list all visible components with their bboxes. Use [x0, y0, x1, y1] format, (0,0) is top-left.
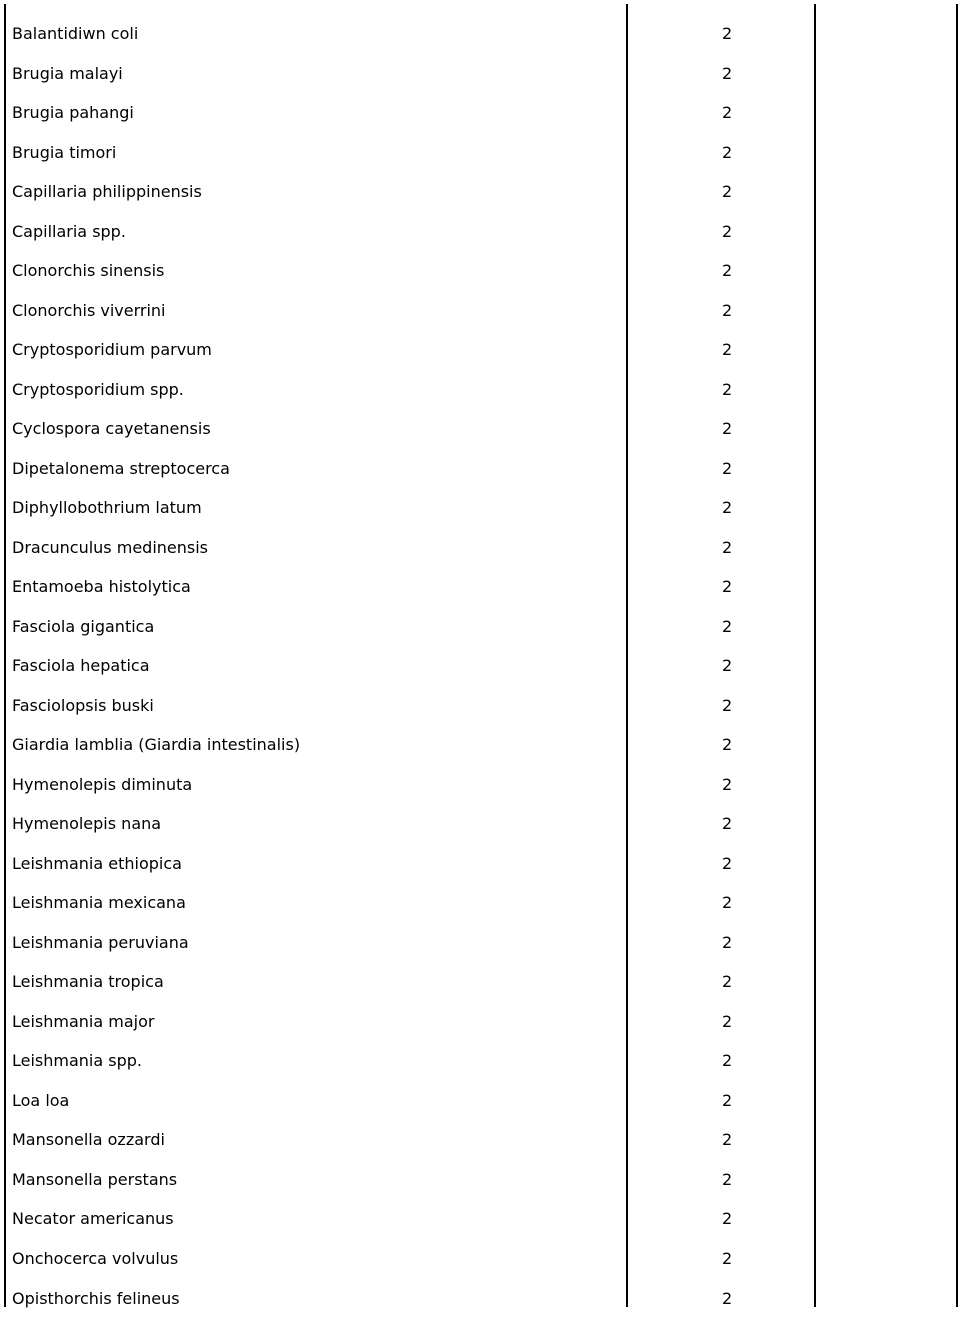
- organism-name: Mansonella ozzardi: [12, 1120, 165, 1160]
- table-row: [0, 528, 960, 568]
- group-value: 2: [722, 133, 732, 173]
- group-value: 2: [722, 725, 732, 765]
- table-row: [0, 449, 960, 489]
- organism-name: Cryptosporidium parvum: [12, 330, 212, 370]
- table-row: [0, 883, 960, 923]
- table-row: [0, 409, 960, 449]
- group-value: 2: [722, 804, 732, 844]
- group-value: 2: [722, 172, 732, 212]
- organism-table: [0, 14, 960, 1318]
- table-row: [0, 251, 960, 291]
- organism-name: Leishmania major: [12, 1002, 154, 1042]
- group-value: 2: [722, 607, 732, 647]
- organism-name: Leishmania peruviana: [12, 923, 189, 963]
- group-value: 2: [722, 883, 732, 923]
- group-value: 2: [722, 93, 732, 133]
- group-value: 2: [722, 686, 732, 726]
- group-value: 2: [722, 212, 732, 252]
- group-value: 2: [722, 409, 732, 449]
- organism-name: Loa loa: [12, 1081, 69, 1121]
- table-row: [0, 488, 960, 528]
- table-row: [0, 804, 960, 844]
- group-value: 2: [722, 1160, 732, 1200]
- group-value: 2: [722, 765, 732, 805]
- group-value: 2: [722, 1081, 732, 1121]
- group-value: 2: [722, 528, 732, 568]
- group-value: 2: [722, 1279, 732, 1318]
- organism-name: Dracunculus medinensis: [12, 528, 208, 568]
- group-value: 2: [722, 1002, 732, 1042]
- table-row: [0, 607, 960, 647]
- group-value: 2: [722, 251, 732, 291]
- group-value: 2: [722, 54, 732, 94]
- table-row: [0, 1120, 960, 1160]
- group-value: 2: [722, 646, 732, 686]
- group-value: 2: [722, 330, 732, 370]
- group-value: 2: [722, 14, 732, 54]
- organism-name: Brugia pahangi: [12, 93, 134, 133]
- group-value: 2: [722, 923, 732, 963]
- organism-name: Clonorchis viverrini: [12, 291, 166, 331]
- organism-name: Balantidiwn coli: [12, 14, 138, 54]
- organism-name: Capillaria philippinensis: [12, 172, 202, 212]
- table-row: [0, 646, 960, 686]
- table-row: [0, 1002, 960, 1042]
- organism-name: Hymenolepis nana: [12, 804, 161, 844]
- organism-name: Leishmania tropica: [12, 962, 164, 1002]
- organism-name: Brugia timori: [12, 133, 116, 173]
- table-row: [0, 844, 960, 884]
- table-row: [0, 330, 960, 370]
- organism-name: Hymenolepis diminuta: [12, 765, 192, 805]
- table-row: [0, 962, 960, 1002]
- organism-name: Leishmania ethiopica: [12, 844, 182, 884]
- table-row: [0, 765, 960, 805]
- organism-name: Cyclospora cayetanensis: [12, 409, 211, 449]
- group-value: 2: [722, 567, 732, 607]
- table-row: [0, 212, 960, 252]
- organism-name: Entamoeba histolytica: [12, 567, 191, 607]
- organism-name: Cryptosporidium spp.: [12, 370, 184, 410]
- organism-name: Clonorchis sinensis: [12, 251, 164, 291]
- group-value: 2: [722, 1199, 732, 1239]
- organism-name: Necator americanus: [12, 1199, 174, 1239]
- table-row: [0, 14, 960, 54]
- organism-name: Fasciola hepatica: [12, 646, 150, 686]
- organism-name: Opisthorchis felineus: [12, 1279, 180, 1318]
- table-row: [0, 370, 960, 410]
- table-row: [0, 1199, 960, 1239]
- group-value: 2: [722, 449, 732, 489]
- table-row: [0, 172, 960, 212]
- table-row: [0, 686, 960, 726]
- group-value: 2: [722, 1120, 732, 1160]
- group-value: 2: [722, 962, 732, 1002]
- table-row: [0, 291, 960, 331]
- table-row: [0, 725, 960, 765]
- table-row: [0, 93, 960, 133]
- organism-name: Leishmania spp.: [12, 1041, 142, 1081]
- organism-name: Onchocerca volvulus: [12, 1239, 178, 1279]
- group-value: 2: [722, 370, 732, 410]
- table-row: [0, 1279, 960, 1318]
- group-value: 2: [722, 488, 732, 528]
- table-row: [0, 567, 960, 607]
- organism-name: Giardia lamblia (Giardia intestinalis): [12, 725, 300, 765]
- organism-name: Dipetalonema streptocerca: [12, 449, 230, 489]
- organism-name: Leishmania mexicana: [12, 883, 186, 923]
- organism-name: Diphyllobothrium latum: [12, 488, 202, 528]
- organism-name: Fasciolopsis buski: [12, 686, 154, 726]
- group-value: 2: [722, 844, 732, 884]
- group-value: 2: [722, 291, 732, 331]
- table-row: [0, 1081, 960, 1121]
- group-value: 2: [722, 1239, 732, 1279]
- table-row: [0, 1239, 960, 1279]
- group-value: 2: [722, 1041, 732, 1081]
- table-row: [0, 1041, 960, 1081]
- table-row: [0, 133, 960, 173]
- organism-name: Fasciola gigantica: [12, 607, 154, 647]
- organism-name: Brugia malayi: [12, 54, 123, 94]
- table-row: [0, 1160, 960, 1200]
- table-row: [0, 923, 960, 963]
- table-row: [0, 54, 960, 94]
- organism-name: Mansonella perstans: [12, 1160, 177, 1200]
- organism-name: Capillaria spp.: [12, 212, 126, 252]
